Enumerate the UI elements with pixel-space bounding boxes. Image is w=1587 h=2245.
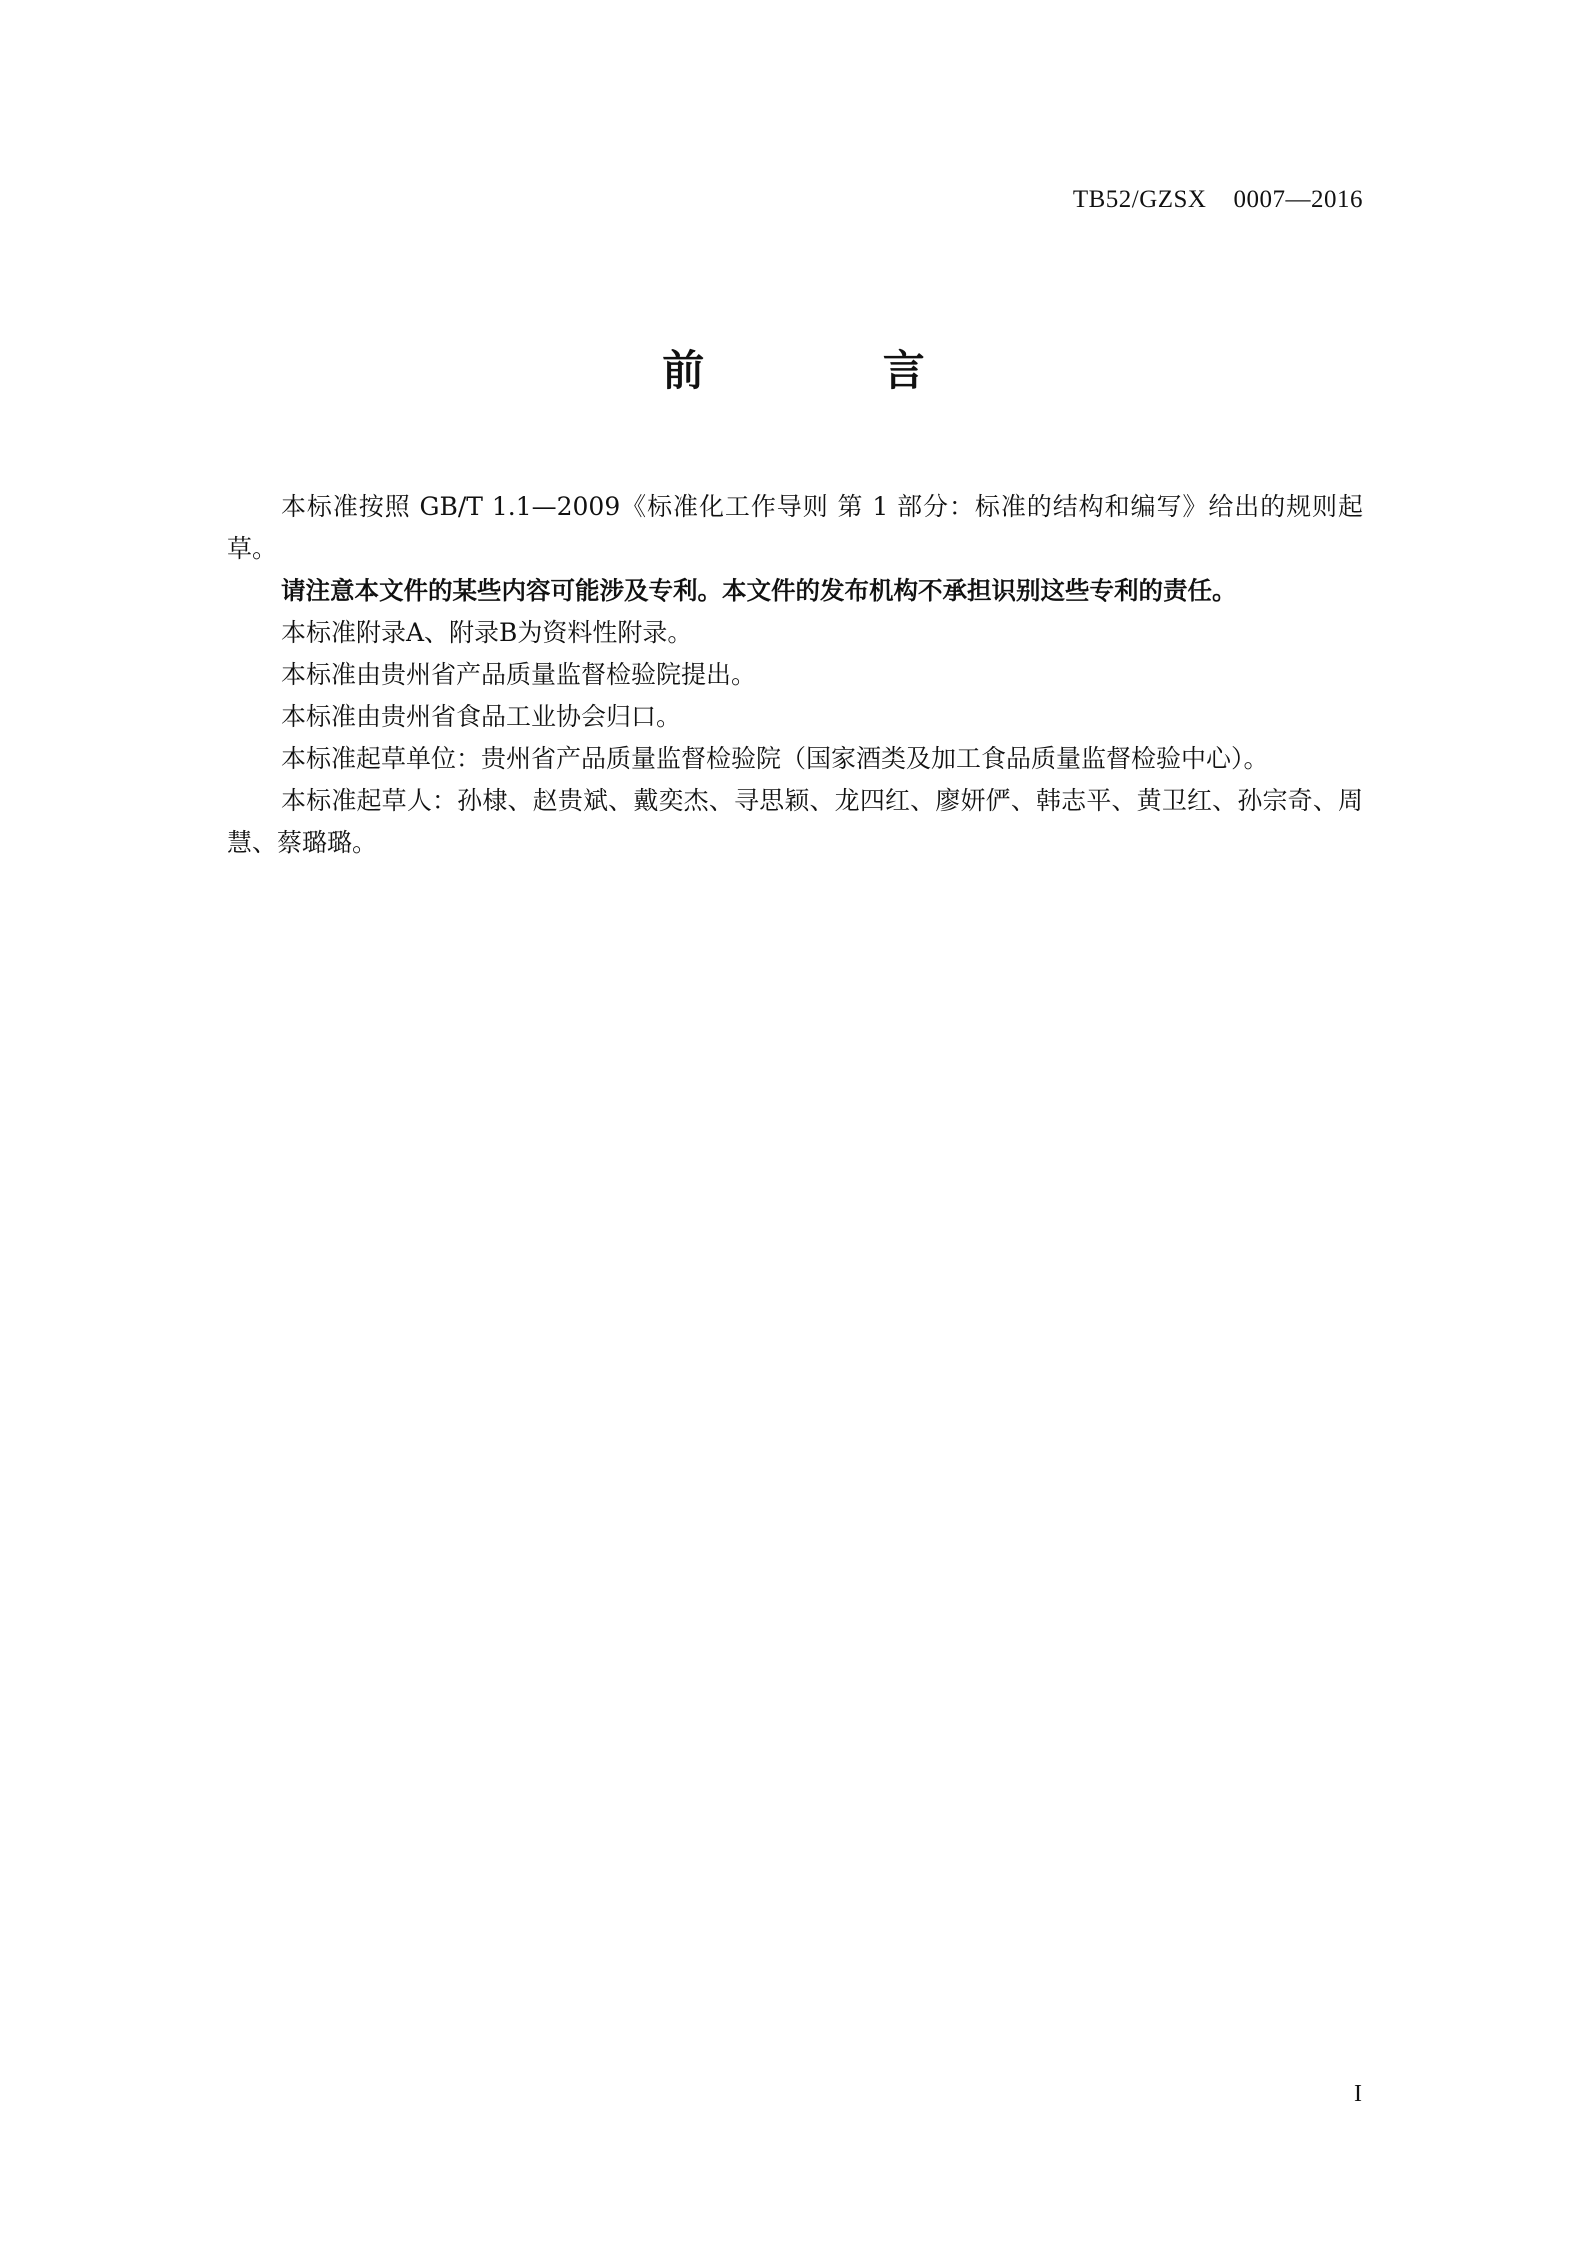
paragraph-drafting-rules: 本标准按照 GB/T 1.1—2009《标准化工作导则 第 1 部分：标准的结构和编写》给出的规则起草。 <box>227 492 1363 563</box>
document-code: TB52/GZSX 0007—2016 <box>1072 186 1363 213</box>
paragraph-drafting-unit: 本标准起草单位：贵州省产品质量监督检验院（国家酒类及加工食品质量监督检验中心）。 <box>281 744 1269 773</box>
paragraph-patent-notice: 请注意本文件的某些内容可能涉及专利。本文件的发布机构不承担识别这些专利的责任。 <box>281 576 1237 605</box>
paragraph-appendix: 本标准附录A、附录B为资料性附录。 <box>281 618 693 647</box>
foreword-body <box>227 486 1363 864</box>
paragraph-centralized-by: 本标准由贵州省食品工业协会归口。 <box>281 702 682 731</box>
paragraph-drafters: 本标准起草人：孙棣、赵贵斌、戴奕杰、寻思颖、龙四红、廖妍俨、韩志平、黄卫红、孙宗奇、周慧、蔡璐璐。 <box>227 786 1363 857</box>
page-number: I <box>1354 2081 1362 2107</box>
paragraph-proposed-by: 本标准由贵州省产品质量监督检验院提出。 <box>281 660 757 689</box>
page-title: 前 言 <box>662 346 1007 395</box>
